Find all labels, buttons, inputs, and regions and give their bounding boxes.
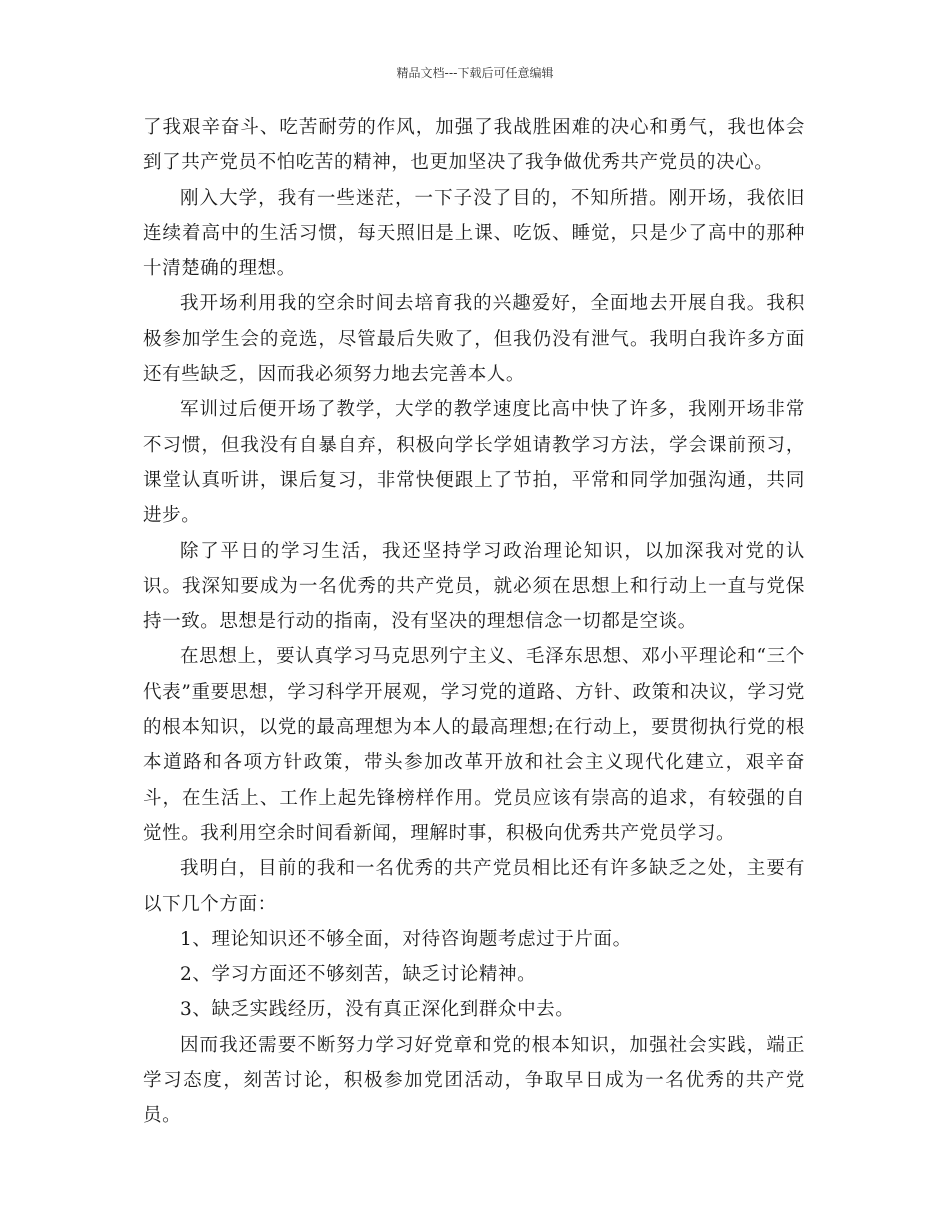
list-item-2: 2、学习方面还不够刻苦，缺乏讨论精神。 <box>180 964 537 986</box>
paragraph-3: 我开场利用我的空余时间去培育我的兴趣爱好，全面地去开展自我。我积极参加学生会的竞选，尽管最后失败了，但我仍没有泄气。我明白我许多方面还有些缺乏，因而我必须努力地去完善本人。 <box>143 293 805 386</box>
paragraph-6: 在思想上，要认真学习马克思列宁主义、毛泽东思想、邓小平理论和“三个代表”重要思想，学习科学开展观，学习党的道路、方针、政策和决议，学习党的根本知识，以党的最高理想为本人的最高理想;在行动上，要贯彻执行党的根本道路和各项方针政策，带头参加改革开放和社会主义现代化建立，艰辛奋斗，在生活上、工作上起先锋榜样作用。党员应该有崇高的追求，有较强的自觉性。我利用空余时间看新闻，理解时事，积极向优秀共产党员学习。 <box>143 646 805 844</box>
paragraph-7: 我明白，目前的我和一名优秀的共产党员相比还有许多缺乏之处，主要有以下几个方面： <box>143 858 805 915</box>
paragraph-5: 除了平日的学习生活，我还坚持学习政治理论知识，以加深我对党的认识。我深知要成为一名优秀的共产党员，就必须在思想上和行动上一直与党保持一致。思想是行动的指南，没有坚决的理想信念一切都是空谈。 <box>143 540 805 633</box>
document-body <box>143 110 805 1134</box>
list-item-3: 3、缺乏实践经历，没有真正深化到群众中去。 <box>180 999 575 1021</box>
paragraph-1: 了我艰辛奋斗、吃苦耐劳的作风，加强了我战胜困难的决心和勇气，我也体会到了共产党员不怕吃苦的精神，也更加坚决了我争做优秀共产党员的决心。 <box>143 117 805 174</box>
document-header: 精品文档---下载后可任意编辑 <box>396 66 554 80</box>
paragraph-4: 军训过后便开场了教学，大学的教学速度比高中快了许多，我刚开场非常不习惯，但我没有自暴自弃，积极向学长学姐请教学习方法，学会课前预习，课堂认真听讲，课后复习，非常快便跟上了节拍，平常和同学加强沟通，共同进步。 <box>143 399 805 527</box>
list-item-1: 1、理论知识还不够全面，对待咨询题考虑过于片面。 <box>180 928 632 950</box>
paragraph-8: 因而我还需要不断努力学习好党章和党的根本知识，加强社会实践，端正学习态度，刻苦讨论，积极参加党团活动，争取早日成为一名优秀的共产党员。 <box>143 1034 805 1127</box>
paragraph-2: 刚入大学，我有一些迷茫，一下子没了目的，不知所措。刚开场，我依旧连续着高中的生活习惯，每天照旧是上课、吃饭、睡觉，只是少了高中的那种十清楚确的理想。 <box>143 187 805 280</box>
